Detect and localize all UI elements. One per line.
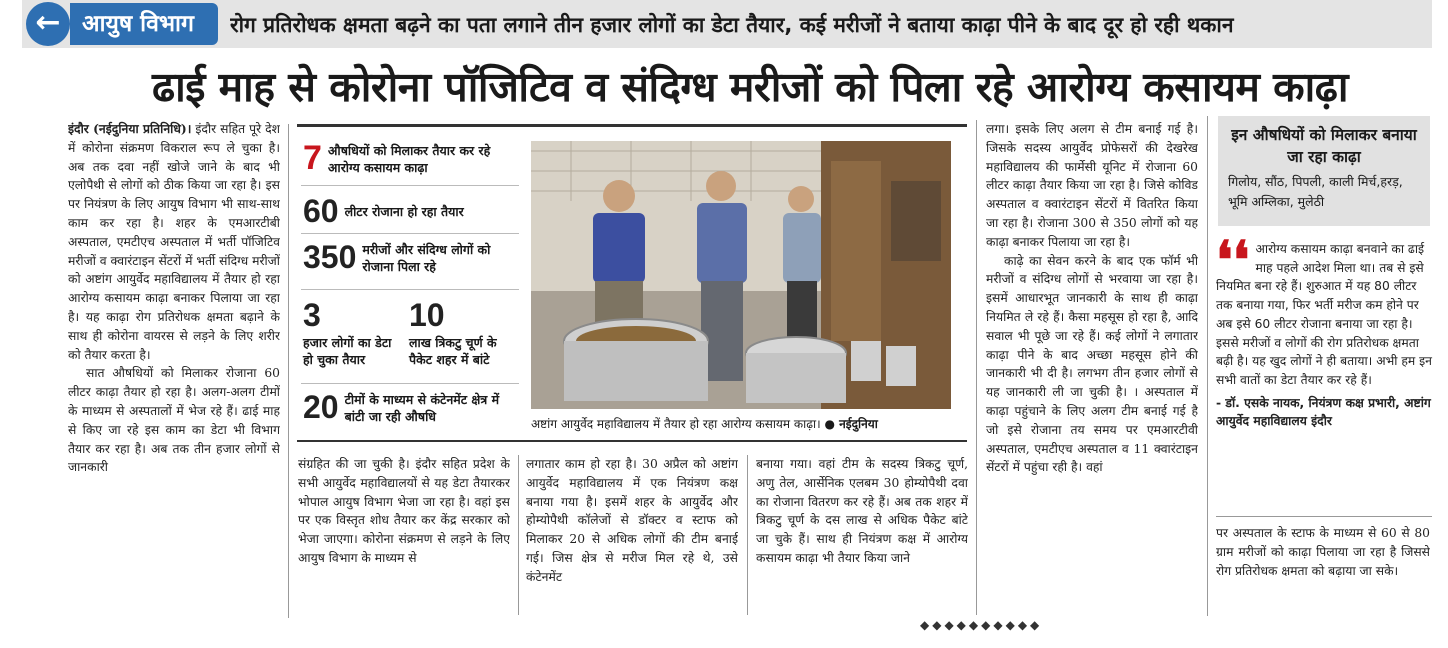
article-column-1 [68,120,280,618]
article-column-4 [756,455,968,615]
expert-quote [1216,230,1432,508]
arrow-left-icon: ← [35,5,61,40]
stat-label: हजार लोगों का डेटा हो चुका तैयार [303,335,392,367]
column-2-text: संग्रहित की जा चुकी है। इंदौर सहित प्रदेश के सभी आयुर्वेद महाविद्यालयों से यह डेटा तैयारकर भोपाल आयुष विभाग भेजा जा रहा है। वहां इस पर एक विस्तृत शोध तैयार कर केंद्र सरकार को भेजा जाएगा। कोरोना संक्रमण से लड़ने के लिए आयुष विभाग के माध्यम से [298,457,510,565]
column-divider [976,120,977,615]
quote-text: आरोग्य कसायम काढ़ा बनवाने का ढाई माह पहले आदेश मिला था। तब से इसे नियमित बना रहे हैं। शुरुआत में यह 80 लीटर तक बनाया गया, फिर भर्ती मरीज कम होने पर अब इसे 60 लीटर रोजाना बनाया जा रहा है। इससे मरीजों व लोगों की रोग प्रतिरोधक क्षमता बढ़ी है। यह खुद लोगों ने ही बताया। अभी हम इन सभी वातों का डेटा तैयार कर रहे हैं। [1216,242,1432,387]
column-5-para-1: लगा। इसके लिए अलग से टीम बनाई गई है। जिसके सदस्य आयुर्वेद प्रोफेसरों की देखरेख महाविद्यालय की फार्मेसी यूनिट में रोजाना 60 लीटर काढ़ा तैयार किया जा रहा है। जिसे कोविड अस्पताल व क्वारंटाइन सेंटरों में वितरित किया जा रहा है। रोजाना 300 से 350 लोगों को यह काढ़ा बनाकर पिलाया जा रहा है। [986,122,1198,249]
article-column-6 [1216,524,1430,620]
stat-number: 10 [409,297,445,333]
stat-item [303,139,498,178]
stat-item [303,239,510,276]
stat-item [409,297,521,368]
stat-item [303,193,505,230]
infographic-box [297,124,967,442]
stat-divider [301,289,519,290]
column-3-text: लगातार काम हो रहा है। 30 अप्रैल को अष्टांग आयुर्वेद महाविद्यालय में एक नियंत्रण कक्ष बनाया गया है। इसमें शहर के आयुर्वेद और होम्योपैथी कॉलेजों से डॉक्टर व स्टाफ को मिलाकर 20 से अधिक लोगों की टीम बनाई गई। जिस क्षेत्र से मरीज मिल रहे थे, उसे कंटेनमेंट [526,457,738,584]
stat-label: मरीजों और संदिग्ध लोगों को रोजाना पिला रहे [362,241,491,274]
stat-number: 3 [303,297,321,333]
stat-label: औषधियों को मिलाकर तैयार कर रहे आरोग्य कसायम काढ़ा [327,142,491,175]
end-ornament: ◆◆◆◆◆◆◆◆◆◆ [920,618,1043,632]
kadha-preparation-photo [531,141,951,409]
stat-number: 350 [303,239,357,275]
column-4-text: बनाया गया। वहां टीम के सदस्य त्रिकटु चूर्ण, अणु तेल, आर्सेनिक एलबम 30 होम्योपैथी दवा का रोजाना वितरण कर रहे हैं। अब तक शहर में त्रिकटु चूर्ण के दस लाख से अधिक पैकेट बांटे जा चुके हैं। साथ ही नियंत्रण कक्ष में आरोग्य कसायम काढ़ा भी तैयार किया जाने [756,457,968,565]
article-column-2 [298,455,510,615]
stat-item [303,297,403,368]
stat-number: 60 [303,193,339,229]
stat-divider [301,185,519,186]
photo-source: ● नईदुनिया [824,417,878,431]
column-5-para-2: काढ़े का सेवन करने के बाद एक फॉर्म भी मरीजों व संदिग्ध लोगों से भरवाया जा रहा है। इसमें आधारभूत जानकारी के साथ ही काढ़ा नियमित ले रहे हैं। कैसा महसूस हो रहा है, आदि सवाल भी पूछे जा रहे हैं। कई लोगों ने लगातार काढ़ा पीने के बाद अच्छा महसूस होने की जानकारी भी दी है। लगभग तीन हजार लोगों से यह जानकारी ली जा चुकी है। । अस्पताल में काढ़ा पहुंचाने के लिए अलग टीम बनाई गई है जो इसे रोजाना तय समय पर एमआरटीवी अस्पताल, एमटीएच अस्पताल व 11 क्वारंटाइन सेंटरों में पहुंचा रही है। वहां [986,253,1198,475]
kicker-headline: रोग प्रतिरोधक क्षमता बढ़ने का पता लगाने तीन हजार लोगों का डेटा तैयार, कई मरीजों ने बताया काढ़ा पीने के बाद दूर हो रही थकान [230,13,1234,37]
stat-item [303,389,505,426]
quote-attribution: - डॉ. एसके नायक, नियंत्रण कक्ष प्रभारी, अष्टांग आयुर्वेद महाविद्यालय इंदौर [1216,395,1431,429]
stat-number: 20 [303,389,339,425]
article-column-3 [526,455,738,615]
quote-divider [1216,516,1432,517]
column-1-para-2: सात औषधियों को मिलाकर रोजाना 60 लीटर काढ़ा तैयार हो रहा है। अलग-अलग टीमों के माध्यम से अस्पतालों में भेज रहे हैं। ढाई माह से किए जा रहे इस काम का डेटा भी विभाग तैयार कर रहा है। अब तक तीन हजार लोगों से जानकारी [68,366,280,475]
quote-mark-icon: ❛❛ [1216,230,1250,291]
back-button[interactable] [26,2,70,46]
photo-illustration [531,141,951,409]
main-headline: ढाई माह से कोरोना पॉजिटिव व संदिग्ध मरीजों को पिला रहे आरोग्य कसायम काढ़ा [152,63,1348,111]
photo-caption [531,415,961,433]
stat-label: लाख त्रिकटु चूर्ण के पैकेट शहर में बांटे [409,335,497,367]
ingredients-box [1218,116,1430,226]
column-divider [518,455,519,615]
stat-divider [301,233,519,234]
stats-panel [297,127,523,439]
column-divider [747,455,748,615]
column-1-para-1: इंदौर सहित पूरे देश में कोरोना संक्रमण विकराल रूप ले चुका है। अब तक दवा नहीं खोजे जाने के बाद भी एलोपैथी से लोगों को ठीक किया जा रहा है। इस पर नियंत्रण के लिए आयुष विभाग भी साथ-साथ काम कर रहा है। शहर के एमआरटीबी अस्पताल, एमटीएच अस्पताल में भर्ती पॉजिटिव मरीजों व क्वारंटाइन सेंटरों में भर्ती संदिग्ध मरीजों को अष्टांग आयुर्वेद महाविद्यालय में तैयार हो रहा आरोग्य कसायम काढ़ा बनाकर पिलाया जा रहा है। यह काढ़ा रोग प्रतिरोधक क्षमता बढ़ाने के साथ ही कोरोना वायरस से लड़ने के लिए शरीर को तैयार करता है। [68,122,280,362]
stat-label: टीमों के माध्यम से कंटेनमेंट क्षेत्र में बांटी जा रही औषधि [344,391,500,424]
ingredients-title: इन औषधियों को मिलाकर बनाया जा रहा काढ़ा [1231,126,1417,166]
department-tab[interactable]: आयुष विभाग [70,3,218,45]
stat-divider [301,383,519,384]
article-column-5 [986,120,1198,612]
stat-number: 7 [303,139,322,177]
column-divider [1207,116,1208,616]
column-divider [288,124,289,618]
ingredients-list: गिलोय, सौंठ, पिपली, काली मिर्च,हरड़, भूमि अम्लिका, मुलेठी [1228,174,1403,209]
stat-label: लीटर रोजाना हो रहा तैयार [344,204,464,219]
byline: इंदौर (नईदुनिया प्रतिनिधि)। [68,121,192,136]
column-6-text: पर अस्पताल के स्टाफ के माध्यम से 60 से 80 ग्राम मरीजों को काढ़ा पिलाया जा रहा है जिससे रोग प्रतिरोधक क्षमता को बढ़ाया जा सके। [1216,526,1430,578]
caption-text: अष्टांग आयुर्वेद महाविद्यालय में तैयार हो रहा आरोग्य कसायम काढ़ा। [531,417,821,431]
